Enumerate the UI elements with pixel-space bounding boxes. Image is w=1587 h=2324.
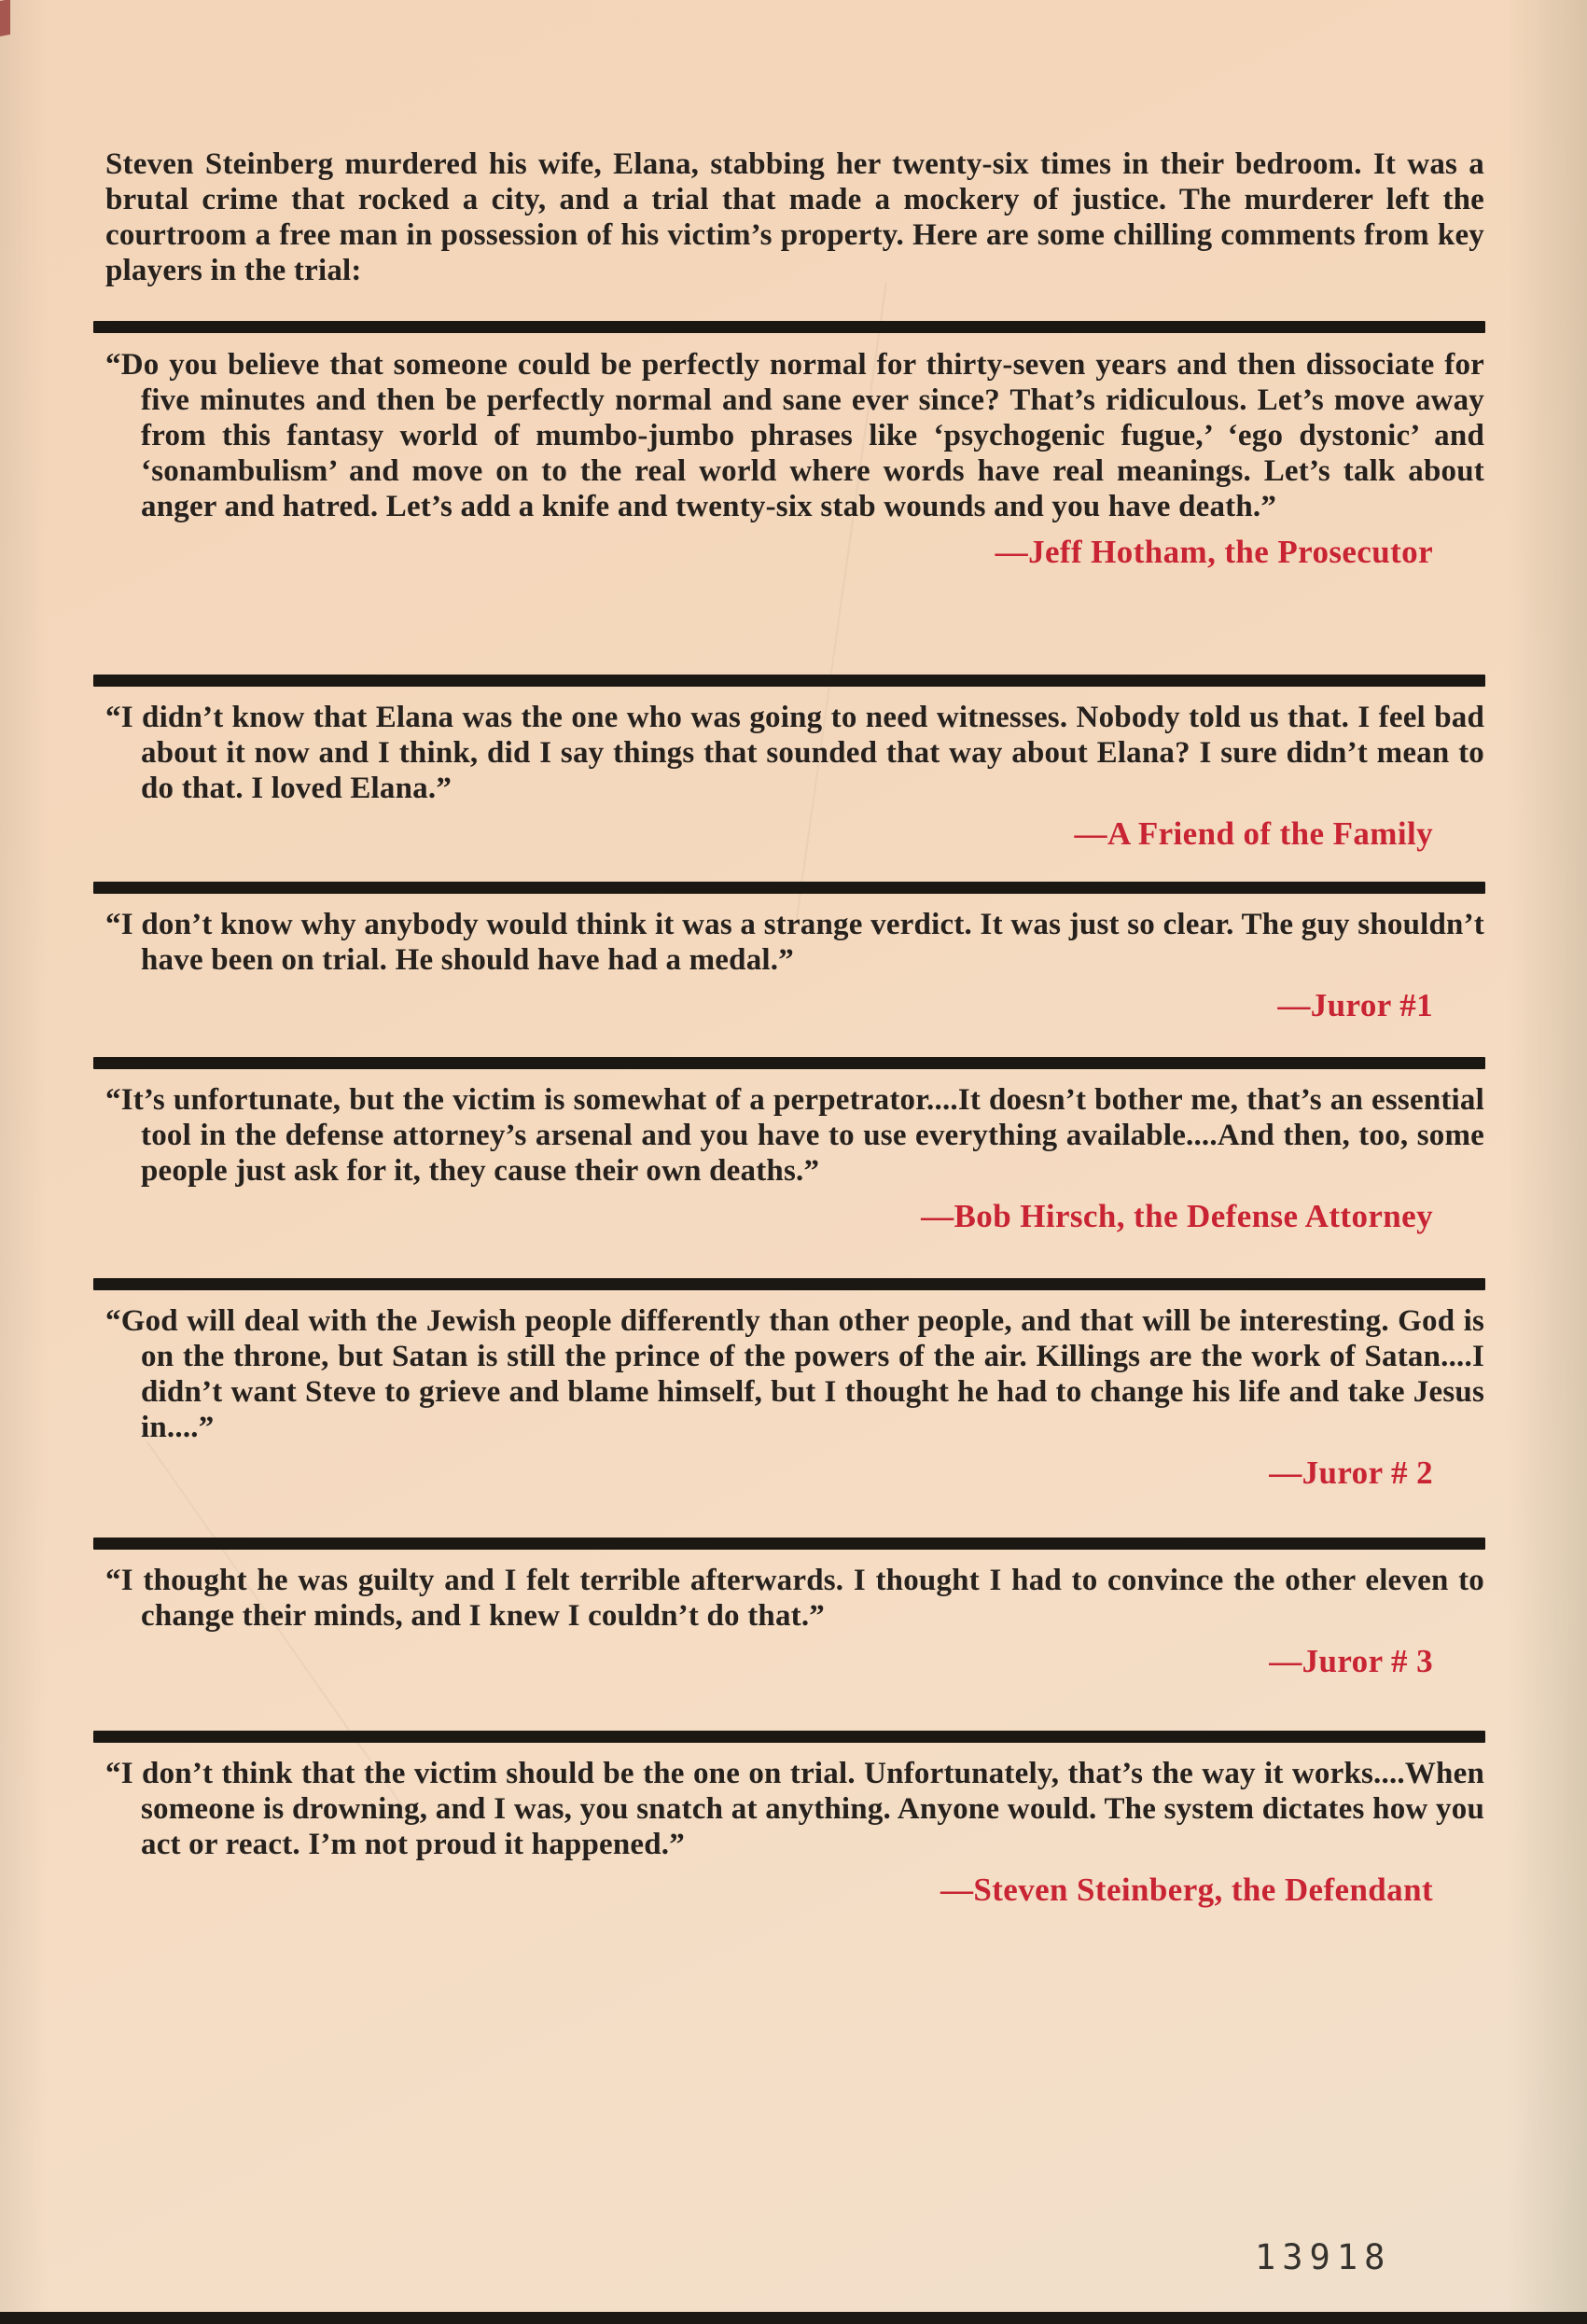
quote-attribution: —Juror #1 (1277, 987, 1433, 1023)
quote-text: “Do you believe that someone could be perfectly normal for thirty-seven years and then dissociate for five minutes and then be perfectly normal and sane ever since? That’s ridiculous. Let’s move away from this fantasy world of mumbo-jumbo phrases like ‘psychogenic fugue,’ ‘ego dystonic’ and ‘sonambulism’ and move on to the real world where words have real meanings. Let’s talk about anger and hatred. Let’s add a knife and twenty-six stab wounds and you have death.” (105, 348, 1484, 523)
stock-number: 13918 (1255, 2237, 1392, 2277)
divider-bar (93, 1538, 1485, 1550)
intro-paragraph: Steven Steinberg murdered his wife, Elana, stabbing her twenty-six times in their bedroom. It was a brutal crime that rocked a city, and a trial that made a mockery of justice. The murderer left the courtroom a free man in possession of his victim’s property. Here are some chilling comments from key players in the trial: (105, 147, 1484, 287)
divider-bar (93, 1731, 1485, 1743)
quote-text: “It’s unfortunate, but the victim is somewhat of a perpetrator....It doesn’t bother me, that’s an essential tool in the defense attorney’s arsenal and you have to use everything available....And then, too, some people just ask for it, they cause their own deaths.” (105, 1083, 1484, 1188)
quote-attribution: —Steven Steinberg, the Defendant (940, 1872, 1433, 1908)
quote-block-juror-1 (105, 907, 1484, 1024)
quote-block-prosecutor (105, 347, 1484, 571)
quote-attribution: —A Friend of the Family (1074, 815, 1433, 852)
divider-bar (93, 321, 1485, 333)
quote-block-juror-2 (105, 1303, 1484, 1492)
bottom-edge-strip (0, 2312, 1587, 2324)
quote-block-juror-3 (105, 1563, 1484, 1680)
quote-attribution: —Juror # 2 (1269, 1454, 1433, 1491)
quote-block-family-friend (105, 700, 1484, 853)
quote-attribution: —Juror # 3 (1269, 1643, 1433, 1679)
divider-bar (93, 1057, 1485, 1069)
divider-bar (93, 675, 1485, 687)
divider-bar (93, 882, 1485, 894)
corner-mark (0, 0, 10, 36)
quote-text: “I thought he was guilty and I felt terrible afterwards. I thought I had to convince the other eleven to change their minds, and I knew I couldn’t do that.” (105, 1564, 1484, 1633)
quote-text: “I don’t know why anybody would think it was a strange verdict. It was just so clear. The guy shouldn’t have been on trial. He should have had a medal.” (105, 908, 1484, 977)
quote-block-defendant (105, 1756, 1484, 1909)
quote-text: “I didn’t know that Elana was the one who was going to need witnesses. Nobody told us that. I feel bad about it now and I think, did I say things that sounded that way about Elana? I sure didn’t mean to do that. I loved Elana.” (105, 701, 1484, 805)
quote-attribution: —Bob Hirsch, the Defense Attorney (921, 1198, 1433, 1234)
quote-attribution: —Jeff Hotham, the Prosecutor (995, 534, 1433, 570)
quote-text: “God will deal with the Jewish people differently than other people, and that will be interesting. God is on the throne, but Satan is still the prince of the powers of the air. Killings are the work of Satan....I didn’t want Steve to grieve and blame himself, but I thought he had to change his life and take Jesus in....” (105, 1304, 1484, 1444)
quote-block-defense-attorney (105, 1082, 1484, 1235)
divider-bar (93, 1278, 1485, 1290)
quote-text: “I don’t think that the victim should be the one on trial. Unfortunately, that’s the way it works....When someone is drowning, and I was, you snatch at anything. Anyone would. The system dictates how you act or react. I’m not proud it happened.” (105, 1757, 1484, 1861)
